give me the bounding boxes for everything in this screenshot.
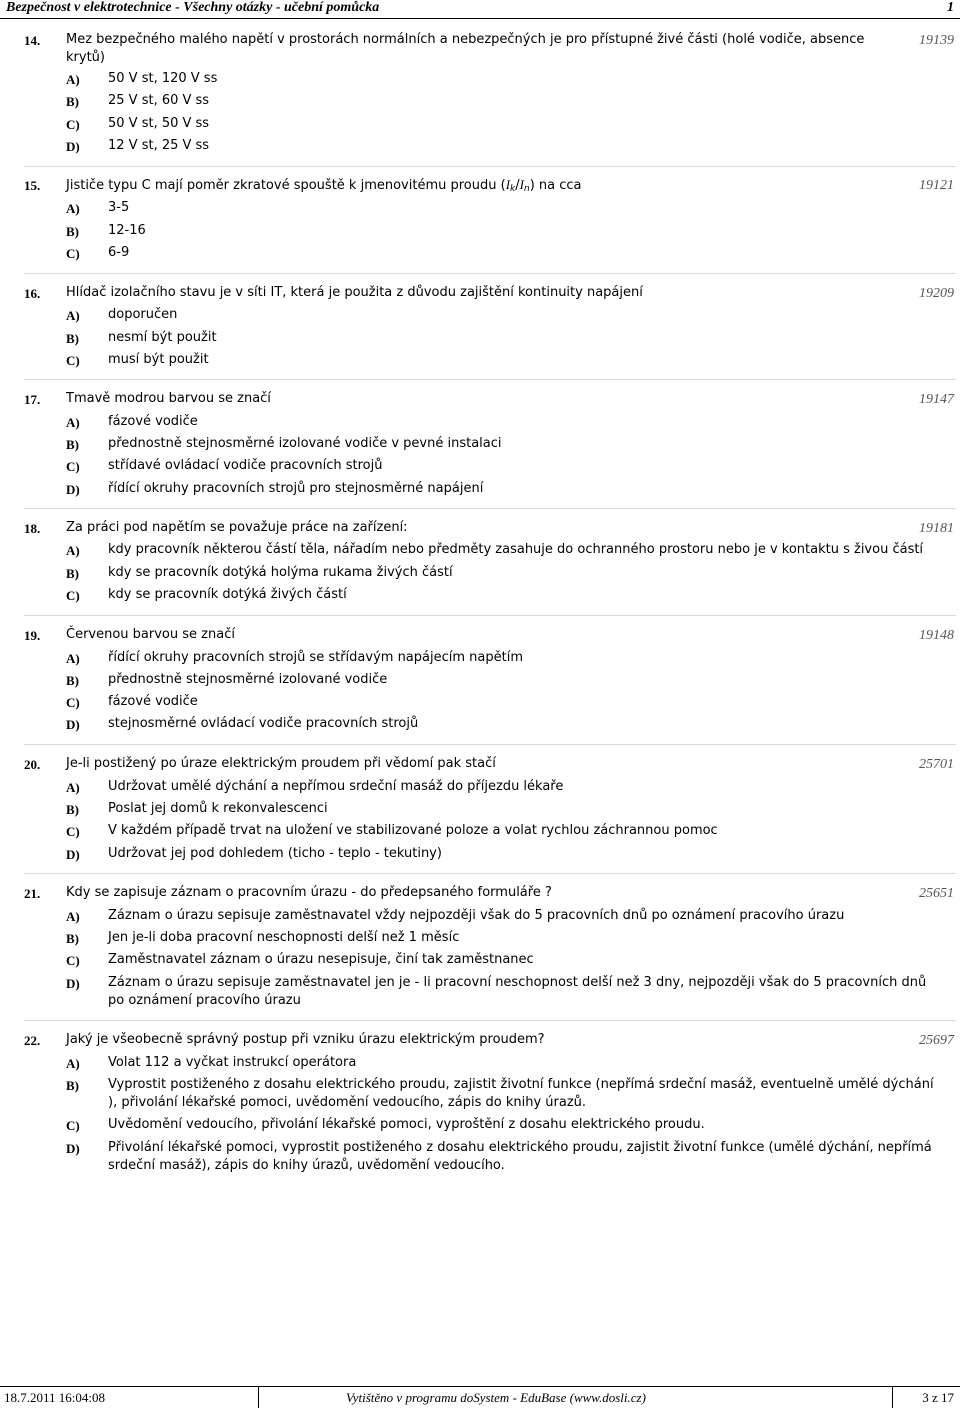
option-letter: D) <box>66 1141 80 1156</box>
question-id: 19121 <box>919 178 954 193</box>
option-letter: D) <box>66 139 80 154</box>
question-text <box>66 176 896 198</box>
page-number: 3 z 17 <box>922 1390 954 1405</box>
question-divider <box>24 273 956 274</box>
current-symbol-nominal: I <box>519 177 524 192</box>
page-header <box>0 0 960 20</box>
option-text: Záznam o úrazu sepisuje zaměstnavatel jen je - li pracovní neschopnost delší než 3 dny, nejpozději však do 5 pracovních dnů po oznámení pracovího úrazu <box>108 975 927 1008</box>
option-letter: D) <box>66 976 80 991</box>
question-text: Hlídač izolačního stavu je v síti IT, která je použita z důvodu zajištění kontinuity napájení <box>66 285 643 300</box>
question-text: Červenou barvou se značí <box>66 627 235 642</box>
question-text: Tmavě modrou barvou se značí <box>66 391 271 406</box>
option-text: nesmí být použit <box>108 330 217 345</box>
option-text: řídící okruhy pracovních strojů se střídavým napájecím napětím <box>108 650 523 665</box>
option-letter: B) <box>66 224 79 239</box>
question-number: 20. <box>24 757 41 772</box>
option-text: 25 V st, 60 V ss <box>108 93 210 108</box>
subscript-n: n <box>523 184 530 194</box>
question-number: 22. <box>24 1033 41 1048</box>
question-number: 15. <box>24 178 41 193</box>
option-text: řídící okruhy pracovních strojů pro stejnosměrné napájení <box>108 481 484 496</box>
option-text: 3-5 <box>108 200 130 215</box>
option-text: Záznam o úrazu sepisuje zaměstnavatel vždy nejpozději však do 5 pracovních dnů po oznámení pracovího úrazu <box>108 908 845 923</box>
current-symbol-short: I <box>505 177 511 192</box>
option-text: Udržovat jej pod dohledem (ticho - teplo - tekutiny) <box>108 846 442 861</box>
option-text: 50 V st, 50 V ss <box>108 116 210 131</box>
option-text: 12-16 <box>108 223 146 238</box>
header-divider <box>0 18 960 19</box>
option-text: Zaměstnavatel záznam o úrazu nesepisuje, činí tak zaměstnanec <box>108 952 534 967</box>
option-text: 50 V st, 120 V ss <box>108 71 218 86</box>
question-divider <box>24 508 956 509</box>
option-letter: B) <box>66 566 79 581</box>
option-text: 6-9 <box>108 245 130 260</box>
option-letter: B) <box>66 802 79 817</box>
option-text: fázové vodiče <box>108 414 198 429</box>
question-text: Za práci pod napětím se považuje práce na zařízení: <box>66 520 408 535</box>
footer-column-divider <box>258 1386 259 1408</box>
option-letter: A) <box>66 1056 80 1071</box>
option-text: Jen je-li doba pracovní neschopnosti delší než 1 měsíc <box>108 930 460 945</box>
option-text: Přivolání lékařské pomoci, vyprostit postiženého z dosahu elektrického proudu, zajistit životní funkce (umělé dýchání, nepřímá srdeční masáž), zápis do knihy úrazů, uvědomění vedoucího. <box>108 1140 932 1173</box>
option-text: přednostně stejnosměrné izolované vodiče <box>108 672 388 687</box>
question-number: 16. <box>24 286 41 301</box>
question-divider <box>24 615 956 616</box>
option-letter: A) <box>66 651 80 666</box>
page-marker: 1 <box>947 0 954 15</box>
option-text: kdy pracovník některou částí těla, nářadím nebo předměty zasahuje do ochranného prostoru nebo je v kontaktu s živou částí <box>108 542 924 557</box>
footer-column-divider <box>892 1386 893 1408</box>
option-text: Poslat jej domů k rekonvalescenci <box>108 801 328 816</box>
option-text: Udržovat umělé dýchání a nepřímou srdeční masáž do příjezdu lékaře <box>108 779 564 794</box>
option-letter: B) <box>66 673 79 688</box>
question-number: 21. <box>24 886 41 901</box>
question-number: 17. <box>24 392 41 407</box>
footer-divider <box>0 1386 960 1387</box>
question-text: Jaký je všeobecně správný postup při vzniku úrazu elektrickým proudem? <box>66 1032 545 1047</box>
option-text: kdy se pracovník dotýká živých částí <box>108 587 347 602</box>
question-text: Mez bezpečného malého napětí v prostorách normálních a nebezpečných je pro přístupné živé části (holé vodiče, absence krytů) <box>66 32 865 65</box>
option-text: Vyprostit postiženého z dosahu elektrického proudu, zajistit životní funkce (nepřímá srdeční masáž, eventuelně umělé dýchání ), přivolání lékařské pomoci, uvědomění vedoucího, zápis do knihy úrazů. <box>108 1077 934 1110</box>
option-letter: A) <box>66 415 80 430</box>
option-text: 12 V st, 25 V ss <box>108 138 210 153</box>
question-id: 19181 <box>919 521 954 536</box>
option-text: přednostně stejnosměrné izolované vodiče v pevné instalaci <box>108 436 502 451</box>
option-letter: C) <box>66 1118 80 1133</box>
question-text: Je-li postižený po úraze elektrickým proudem při vědomí pak stačí <box>66 756 496 771</box>
question-number: 19. <box>24 628 41 643</box>
option-letter: B) <box>66 94 79 109</box>
print-datetime: 18.7.2011 16:04:08 <box>4 1390 105 1405</box>
option-letter: D) <box>66 482 80 497</box>
question-id: 25697 <box>919 1033 954 1048</box>
option-letter: C) <box>66 695 80 710</box>
option-text: doporučen <box>108 307 178 322</box>
question-text-start: Jističe typu C mají poměr zkratové spouště k jmenovitému proudu ( <box>66 178 506 193</box>
question-number: 14. <box>24 33 41 48</box>
option-text: Volat 112 a vyčkat instrukcí operátora <box>108 1055 357 1070</box>
option-letter: C) <box>66 824 80 839</box>
option-text: V každém případě trvat na uložení ve stabilizované poloze a volat rychlou záchrannou pomoc <box>108 823 718 838</box>
option-letter: D) <box>66 847 80 862</box>
option-letter: C) <box>66 353 80 368</box>
option-letter: B) <box>66 331 79 346</box>
page-footer <box>0 1386 960 1408</box>
printed-by: Vytištěno v programu doSystem - EduBase (www.dosli.cz) <box>346 1390 646 1405</box>
option-letter: C) <box>66 246 80 261</box>
option-letter: A) <box>66 780 80 795</box>
question-id: 19147 <box>919 392 954 407</box>
option-letter: C) <box>66 588 80 603</box>
question-id: 25651 <box>919 886 954 901</box>
question-number: 18. <box>24 521 41 536</box>
question-divider <box>24 744 956 745</box>
option-letter: B) <box>66 1078 79 1093</box>
question-divider <box>24 873 956 874</box>
option-letter: A) <box>66 543 80 558</box>
question-text: Kdy se zapisuje záznam o pracovním úrazu - do předepsaného formuláře ? <box>66 885 552 900</box>
option-letter: C) <box>66 953 80 968</box>
option-letter: A) <box>66 308 80 323</box>
question-id: 25701 <box>919 757 954 772</box>
document-title: Bezpečnost v elektrotechnice - Všechny otázky - učební pomůcka <box>6 0 380 15</box>
option-text: kdy se pracovník dotýká holýma rukama živých částí <box>108 565 453 580</box>
option-text: musí být použit <box>108 352 209 367</box>
option-text: střídavé ovládací vodiče pracovních strojů <box>108 458 383 473</box>
option-text: Uvědomění vedoucího, přivolání lékařské pomoci, vyproštění z dosahu elektrického proudu. <box>108 1117 705 1132</box>
fraction-slash: / <box>515 178 520 193</box>
option-text: fázové vodiče <box>108 694 198 709</box>
option-letter: B) <box>66 931 79 946</box>
option-letter: D) <box>66 717 80 732</box>
question-id: 19209 <box>919 286 954 301</box>
subscript-k: k <box>510 184 516 194</box>
option-letter: A) <box>66 201 80 216</box>
option-letter: A) <box>66 72 80 87</box>
question-text-end: ) na cca <box>529 178 582 193</box>
question-divider <box>24 1020 956 1021</box>
option-letter: C) <box>66 459 80 474</box>
option-letter: C) <box>66 117 80 132</box>
question-divider <box>24 379 956 380</box>
question-id: 19148 <box>919 628 954 643</box>
option-text: stejnosměrné ovládací vodiče pracovních strojů <box>108 716 419 731</box>
option-letter: B) <box>66 437 79 452</box>
option-letter: A) <box>66 909 80 924</box>
question-divider <box>24 166 956 167</box>
question-id: 19139 <box>919 33 954 48</box>
